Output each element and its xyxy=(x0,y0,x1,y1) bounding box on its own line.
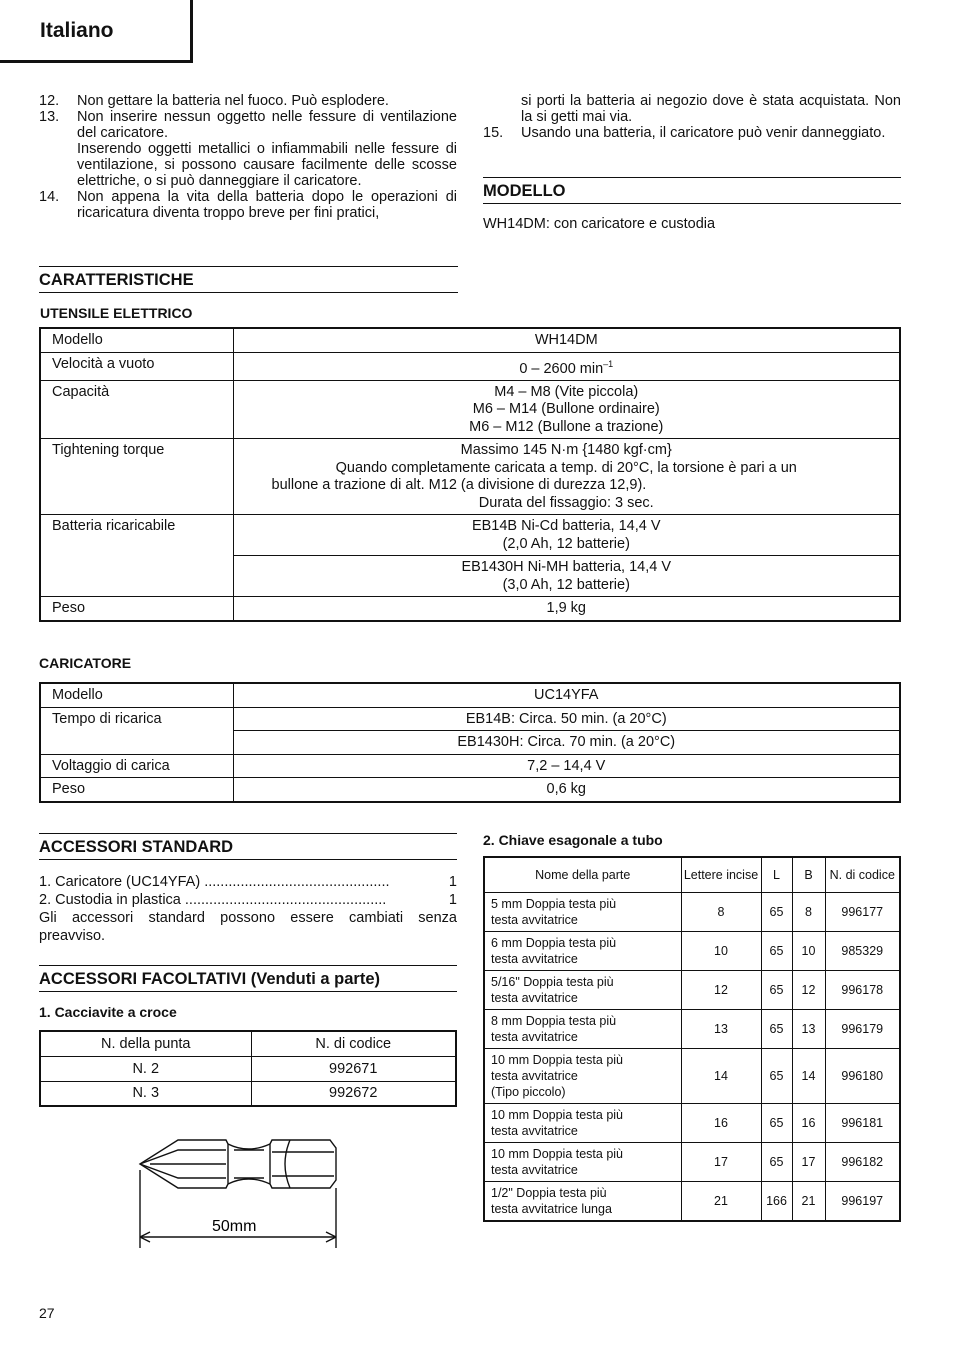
charger-spec-table xyxy=(39,682,901,803)
table-row: 10 mm Doppia testa più testa avvitatrice 16 65 16 996181 xyxy=(484,1103,900,1142)
socket-table xyxy=(483,856,901,1222)
table-row: Modello UC14YFA xyxy=(40,683,900,707)
table-row: Tempo di ricarica EB14B: Circa. 50 min. (a 20°C) xyxy=(40,707,900,731)
list-item: 15. Usando una batteria, il caricatore può venir danneggiato. xyxy=(483,125,886,141)
table-row: 5 mm Doppia testa più testa avvitatrice 8 65 8 996177 xyxy=(484,892,900,931)
bit-dimension-label: 50mm xyxy=(212,1218,257,1235)
utensile-subheading: UTENSILE ELETTRICO xyxy=(40,305,193,321)
table-row: Capacità M4 – M8 (Vite piccola) M6 – M14 (Bullone ordinaire) M6 – M12 (Bullone a trazione) xyxy=(40,380,900,439)
safety-list-right xyxy=(483,93,901,141)
modello-text: WH14DM: con caricatore e custodia xyxy=(483,216,716,232)
accessories-note: Gli accessori standard possono essere cambiati senza preavviso. xyxy=(39,910,457,944)
list-item-continuation: si porti la batteria ai negozio dove è stata acquistata. Non la si getti mai via. xyxy=(521,93,901,125)
language-tab xyxy=(0,0,193,63)
table-row: Peso 0,6 kg xyxy=(40,778,900,802)
caratteristiche-heading: CARATTERISTICHE xyxy=(39,266,458,293)
list-item: 1. Caricatore (UC14YFA) .............................................. 1 xyxy=(39,874,457,890)
screwdriver-bit-drawing xyxy=(130,1130,350,1252)
table-row: EB1430H Ni-MH batteria, 14,4 V (3,0 Ah, 12 batterie) xyxy=(40,556,900,597)
table-row: Velocità a vuoto 0 – 2600 $\min^{-1}$ xyxy=(40,352,900,380)
standard-accessories-heading: ACCESSORI STANDARD xyxy=(39,833,457,860)
table-row: Tightening torque Massimo 145 N·m {1480 kgf·cm} Quando completamente caricata a temp. di 20°C, la torsione è pari a un bullone a trazione di alt. M12 (a divisione di durezza 12,9). Durata del fissaggio: 3 sec. xyxy=(40,439,900,515)
table-row: Nome della parte Lettere incise L B N. di codice xyxy=(484,857,900,892)
table-row: 5/16" Doppia testa più testa avvitatrice 12 65 12 996178 xyxy=(484,970,900,1009)
table-row: Batteria ricaricabile EB14B Ni-Cd batteria, 14,4 V (2,0 Ah, 12 batterie) xyxy=(40,515,900,556)
caricatore-subheading: CARICATORE xyxy=(39,655,132,671)
table-row: EB1430H: Circa. 70 min. (a 20°C) xyxy=(40,731,900,755)
table-row: N. 2 992671 xyxy=(40,1056,456,1081)
list-item: 2. Custodia in plastica .................................................. 1 xyxy=(39,892,457,908)
tool-spec-table xyxy=(39,327,901,622)
table-row: Voltaggio di carica 7,2 – 14,4 V xyxy=(40,754,900,778)
modello-heading: MODELLO xyxy=(483,177,901,204)
table-row: Modello WH14DM xyxy=(40,328,900,352)
table-row: N. della punta N. di codice xyxy=(40,1031,456,1056)
table-row: 1/2" Doppia testa più testa avvitatrice lunga 21 166 21 996197 xyxy=(484,1181,900,1221)
table-row: 6 mm Doppia testa più testa avvitatrice 10 65 10 985329 xyxy=(484,931,900,970)
speed-value: 0 – 2600 min xyxy=(519,360,604,377)
bit-table xyxy=(39,1030,457,1107)
standard-accessories-list xyxy=(39,873,457,945)
chiave-subheading: 2. Chiave esagonale a tubo xyxy=(483,832,663,848)
list-item-detail: Inserendo oggetti metallici o infiammabili nelle fessure di ventilazione, si possono causare facilmente delle scosse elettriche, o si può danneggiare il caricatore. xyxy=(77,141,457,189)
table-row: N. 3 992672 xyxy=(40,1081,456,1106)
speed-unit-sup: –1 xyxy=(603,358,614,369)
table-row: 10 mm Doppia testa più testa avvitatrice (Tipo piccolo) 14 65 14 996180 xyxy=(484,1048,900,1103)
table-row: 8 mm Doppia testa più testa avvitatrice 13 65 13 996179 xyxy=(484,1009,900,1048)
page-number: 27 xyxy=(39,1305,55,1321)
list-item: 12. Non gettare la batteria nel fuoco. Può esplodere. xyxy=(39,93,389,109)
list-item: 13. Non inserire nessun oggetto nelle fessure di ventilazione del caricatore. xyxy=(39,109,457,141)
list-item: 14. Non appena la vita della batteria dopo le operazioni di ricaricatura diventa troppo breve per fini pratici, xyxy=(39,189,457,221)
cacciavite-subheading: 1. Cacciavite a croce xyxy=(39,1004,177,1020)
language-label: Italiano xyxy=(40,19,114,42)
table-row: 10 mm Doppia testa più testa avvitatrice 17 65 17 996182 xyxy=(484,1142,900,1181)
safety-list-left xyxy=(39,93,457,221)
table-row: Peso 1,9 kg xyxy=(40,597,900,621)
optional-accessories-heading: ACCESSORI FACOLTATIVI (Venduti a parte) xyxy=(39,965,457,992)
